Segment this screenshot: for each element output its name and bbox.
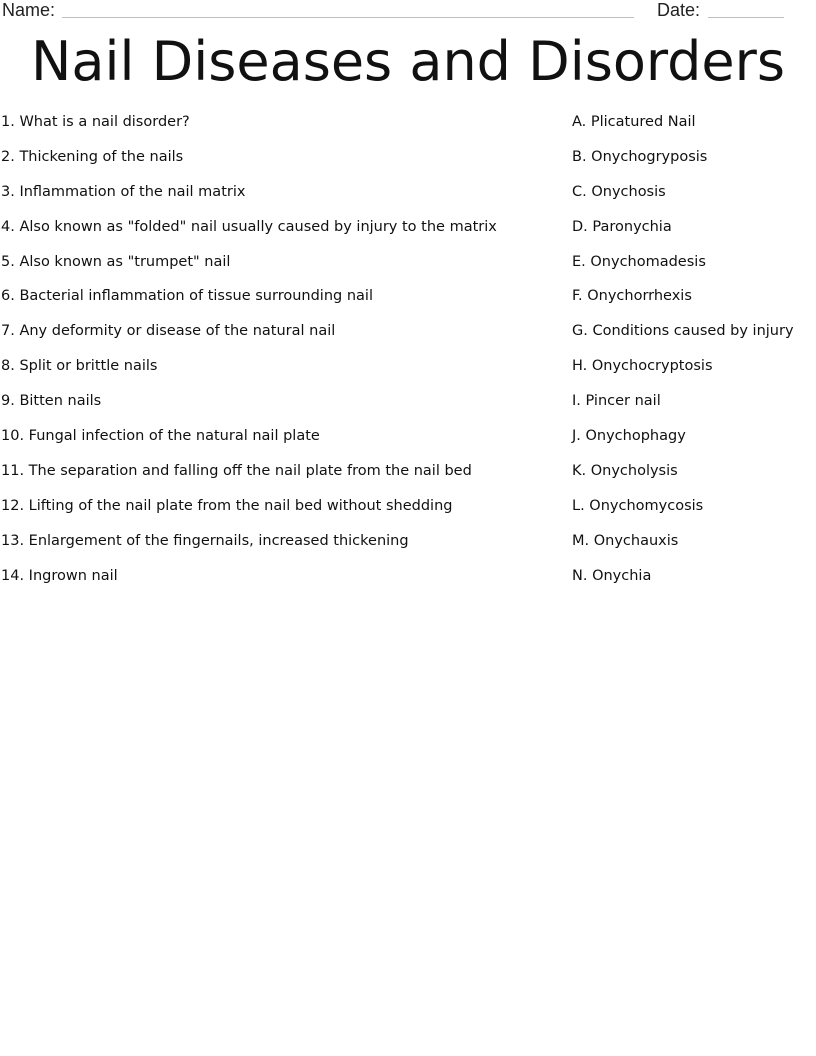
answer-item: A. Plicatured Nail bbox=[572, 114, 696, 130]
question-item: 9. Bitten nails bbox=[1, 393, 102, 410]
answer-item: D. Paronychia bbox=[572, 218, 672, 235]
answer-item: C. Onychosis bbox=[572, 183, 666, 200]
answer-item: B. Onychogryposis bbox=[572, 148, 708, 165]
question-item: 1. What is a nail disorder? bbox=[1, 114, 190, 130]
answer-item: K. Onycholysis bbox=[572, 462, 678, 479]
date-label: Date: bbox=[657, 0, 701, 20]
name-blank-line bbox=[62, 17, 634, 18]
question-item: 2. Thickening of the nails bbox=[1, 148, 184, 165]
question-item: 6. Bacterial inflammation of tissue surrounding nail bbox=[1, 288, 373, 305]
answer-item: J. Onychophagy bbox=[572, 428, 686, 445]
page-title: Nail Diseases and Disorders bbox=[31, 30, 785, 93]
answer-list bbox=[572, 112, 816, 600]
answer-item: E. Onychomadesis bbox=[572, 253, 706, 270]
question-item: 5. Also known as "trumpet" nail bbox=[1, 253, 231, 270]
answer-item: L. Onychomycosis bbox=[572, 497, 704, 514]
date-blank-line bbox=[708, 17, 784, 18]
answer-item: G. Conditions caused by injury bbox=[572, 323, 794, 340]
question-item: 14. Ingrown nail bbox=[1, 567, 118, 584]
question-item: 12. Lifting of the nail plate from the nail bed without shedding bbox=[1, 497, 453, 514]
question-item: 4. Also known as "folded" nail usually caused by injury to the matrix bbox=[1, 218, 497, 235]
question-item: 7. Any deformity or disease of the natural nail bbox=[1, 323, 336, 340]
question-list bbox=[1, 112, 556, 600]
question-item: 10. Fungal infection of the natural nail plate bbox=[1, 428, 320, 445]
answer-item: I. Pincer nail bbox=[572, 393, 661, 410]
answer-item: F. Onychorrhexis bbox=[572, 288, 692, 305]
question-item: 8. Split or brittle nails bbox=[1, 358, 158, 375]
question-item: 13. Enlargement of the fingernails, increased thickening bbox=[1, 532, 409, 549]
answer-item: N. Onychia bbox=[572, 567, 652, 584]
question-item: 3. Inflammation of the nail matrix bbox=[1, 183, 246, 200]
worksheet-header bbox=[0, 0, 816, 22]
answer-item: M. Onychauxis bbox=[572, 532, 679, 549]
question-item: 11. The separation and falling off the nail plate from the nail bed bbox=[1, 462, 472, 479]
name-label: Name: bbox=[2, 0, 56, 20]
answer-item: H. Onychocryptosis bbox=[572, 358, 713, 375]
